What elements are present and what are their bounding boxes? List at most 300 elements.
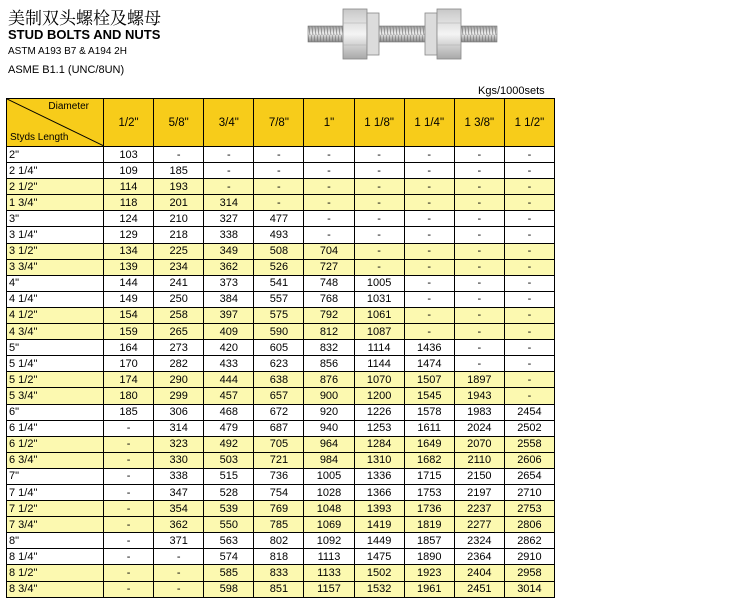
weight-cell: 508 xyxy=(254,243,304,259)
weight-cell: 876 xyxy=(304,372,354,388)
weight-cell: - xyxy=(404,147,454,163)
weight-cell: 851 xyxy=(254,581,304,597)
weight-cell: 585 xyxy=(204,565,254,581)
stud-bolt-with-nuts-icon xyxy=(305,3,500,65)
weight-cell: - xyxy=(454,324,504,340)
weight-cell: - xyxy=(404,163,454,179)
weight-cell: 2364 xyxy=(454,549,504,565)
weight-cell: 1113 xyxy=(304,549,354,565)
weight-cell: - xyxy=(354,147,404,163)
weight-cell: - xyxy=(504,291,554,307)
weight-cell: 2451 xyxy=(454,581,504,597)
weight-cell: 785 xyxy=(254,517,304,533)
weight-cell: 1545 xyxy=(404,388,454,404)
weight-cell: 657 xyxy=(254,388,304,404)
weight-cell: - xyxy=(354,227,404,243)
weight-cell: 503 xyxy=(204,452,254,468)
weight-cell: 201 xyxy=(154,195,204,211)
weight-cell: - xyxy=(504,227,554,243)
weight-cell: 185 xyxy=(154,163,204,179)
weight-cell: - xyxy=(454,147,504,163)
weight-cell: - xyxy=(154,565,204,581)
diameter-header: 1" xyxy=(304,99,354,147)
weight-cell: - xyxy=(304,163,354,179)
weight-cell: - xyxy=(354,243,404,259)
diameter-header: 1 1/4" xyxy=(404,99,454,147)
length-cell: 5 1/2" xyxy=(7,372,104,388)
weight-cell: 420 xyxy=(204,340,254,356)
length-cell: 6" xyxy=(7,404,104,420)
weight-cell: 185 xyxy=(104,404,154,420)
weight-cell: - xyxy=(304,147,354,163)
weight-cell: 563 xyxy=(204,533,254,549)
weight-cell: 234 xyxy=(154,259,204,275)
length-cell: 4 1/4" xyxy=(7,291,104,307)
standard-astm: ASTM A193 B7 & A194 2H xyxy=(8,46,127,57)
weight-cell: 164 xyxy=(104,340,154,356)
length-cell: 7" xyxy=(7,468,104,484)
weight-cell: 118 xyxy=(104,195,154,211)
weight-cell: 409 xyxy=(204,324,254,340)
weight-cell: 493 xyxy=(254,227,304,243)
weight-cell: - xyxy=(404,324,454,340)
weight-cell: 114 xyxy=(104,179,154,195)
table-row xyxy=(7,581,555,597)
weight-cell: - xyxy=(454,307,504,323)
weight-cell: 1200 xyxy=(354,388,404,404)
weight-cell: 323 xyxy=(154,436,204,452)
weight-cell: 1578 xyxy=(404,404,454,420)
weight-cell: - xyxy=(404,179,454,195)
weight-cell: 1715 xyxy=(404,468,454,484)
weight-cell: 273 xyxy=(154,340,204,356)
weight-cell: - xyxy=(104,549,154,565)
length-cell: 2" xyxy=(7,147,104,163)
length-axis-label: Styds Length xyxy=(10,132,69,143)
weight-cell: - xyxy=(454,259,504,275)
weight-cell: 605 xyxy=(254,340,304,356)
weight-cell: - xyxy=(104,436,154,452)
weight-cell: 2150 xyxy=(454,468,504,484)
weight-cell: - xyxy=(104,565,154,581)
table-row xyxy=(7,452,555,468)
diameter-header: 1/2" xyxy=(104,99,154,147)
table-row xyxy=(7,468,555,484)
weight-cell: 2958 xyxy=(504,565,554,581)
weight-cell: - xyxy=(404,211,454,227)
weight-cell: 103 xyxy=(104,147,154,163)
weight-cell: - xyxy=(454,227,504,243)
table-row xyxy=(7,324,555,340)
weight-cell: - xyxy=(154,581,204,597)
table-row xyxy=(7,307,555,323)
weight-cell: 210 xyxy=(154,211,204,227)
table-row xyxy=(7,211,555,227)
weight-cell: 920 xyxy=(304,404,354,420)
weight-cell: 1144 xyxy=(354,356,404,372)
standard-asme: ASME B1.1 (UNC/8UN) xyxy=(8,64,125,76)
weight-cell: 2606 xyxy=(504,452,554,468)
weight-cell: 818 xyxy=(254,549,304,565)
weight-cell: 2324 xyxy=(454,533,504,549)
weight-cell: 457 xyxy=(204,388,254,404)
weight-cell: 2454 xyxy=(504,404,554,420)
diameter-header: 1 3/8" xyxy=(454,99,504,147)
table-row xyxy=(7,404,555,420)
weight-cell: 792 xyxy=(304,307,354,323)
weight-cell: 362 xyxy=(154,517,204,533)
diameter-header: 5/8" xyxy=(154,99,204,147)
weight-cell: - xyxy=(454,211,504,227)
weight-cell: - xyxy=(204,163,254,179)
weight-cell: 2862 xyxy=(504,533,554,549)
length-cell: 6 1/4" xyxy=(7,420,104,436)
weight-cell: - xyxy=(454,195,504,211)
length-cell: 8 1/4" xyxy=(7,549,104,565)
weight-cell: - xyxy=(504,195,554,211)
weight-cell: 479 xyxy=(204,420,254,436)
weight-cell: 1857 xyxy=(404,533,454,549)
weight-cell: 900 xyxy=(304,388,354,404)
weight-cell: 154 xyxy=(104,307,154,323)
weight-cell: - xyxy=(504,275,554,291)
length-cell: 3" xyxy=(7,211,104,227)
weight-cell: 149 xyxy=(104,291,154,307)
length-cell: 6 1/2" xyxy=(7,436,104,452)
diameter-header: 7/8" xyxy=(254,99,304,147)
weight-cell: - xyxy=(504,340,554,356)
weight-cell: 124 xyxy=(104,211,154,227)
weight-cell: 193 xyxy=(154,179,204,195)
table-row xyxy=(7,259,555,275)
corner-header-cell xyxy=(7,99,104,147)
weight-cell: - xyxy=(504,179,554,195)
weight-cell: 1336 xyxy=(354,468,404,484)
weight-cell: 1502 xyxy=(354,565,404,581)
weight-cell: - xyxy=(354,179,404,195)
length-cell: 4 3/4" xyxy=(7,324,104,340)
diameter-header: 3/4" xyxy=(204,99,254,147)
weight-cell: - xyxy=(154,147,204,163)
weight-cell: 704 xyxy=(304,243,354,259)
length-cell: 2 1/2" xyxy=(7,179,104,195)
length-cell: 5 1/4" xyxy=(7,356,104,372)
weight-cell: 468 xyxy=(204,404,254,420)
weight-cell: - xyxy=(254,147,304,163)
weight-cell: 833 xyxy=(254,565,304,581)
weight-cell: - xyxy=(504,372,554,388)
weight-cell: - xyxy=(454,179,504,195)
weight-cell: 225 xyxy=(154,243,204,259)
weight-cell: 218 xyxy=(154,227,204,243)
weight-cell: - xyxy=(504,356,554,372)
weight-cell: 727 xyxy=(304,259,354,275)
weight-cell: - xyxy=(454,340,504,356)
diameter-header: 1 1/2" xyxy=(504,99,554,147)
weight-cell: 159 xyxy=(104,324,154,340)
weight-cell: 802 xyxy=(254,533,304,549)
weight-cell: - xyxy=(104,581,154,597)
weight-cell: - xyxy=(254,179,304,195)
weight-cell: - xyxy=(404,291,454,307)
weight-cell: 109 xyxy=(104,163,154,179)
table-row xyxy=(7,501,555,517)
weight-cell: 541 xyxy=(254,275,304,291)
length-cell: 7 3/4" xyxy=(7,517,104,533)
weight-cell: 1507 xyxy=(404,372,454,388)
diameter-header: 1 1/8" xyxy=(354,99,404,147)
weight-cell: - xyxy=(354,163,404,179)
length-cell: 3 1/2" xyxy=(7,243,104,259)
table-row xyxy=(7,565,555,581)
length-cell: 5" xyxy=(7,340,104,356)
weight-cell: 856 xyxy=(304,356,354,372)
weight-cell: 769 xyxy=(254,501,304,517)
table-row xyxy=(7,388,555,404)
weight-cell: 306 xyxy=(154,404,204,420)
weight-cell: - xyxy=(404,243,454,259)
weight-cell: 373 xyxy=(204,275,254,291)
weight-cell: - xyxy=(104,484,154,500)
weight-cell: 940 xyxy=(304,420,354,436)
weight-cell: 384 xyxy=(204,291,254,307)
weight-cell: 575 xyxy=(254,307,304,323)
weight-cell: 623 xyxy=(254,356,304,372)
weight-cell: - xyxy=(304,195,354,211)
weight-cell: 1031 xyxy=(354,291,404,307)
table-row xyxy=(7,243,555,259)
weight-cell: 590 xyxy=(254,324,304,340)
table-row xyxy=(7,275,555,291)
weight-cell: 2910 xyxy=(504,549,554,565)
weight-cell: - xyxy=(504,324,554,340)
table-row xyxy=(7,340,555,356)
weight-cell: 754 xyxy=(254,484,304,500)
weight-cell: 250 xyxy=(154,291,204,307)
stud-weight-table xyxy=(6,98,555,598)
length-cell: 6 3/4" xyxy=(7,452,104,468)
weight-cell: 748 xyxy=(304,275,354,291)
weight-cell: 1897 xyxy=(454,372,504,388)
weight-cell: 1475 xyxy=(354,549,404,565)
weight-cell: - xyxy=(504,211,554,227)
weight-cell: - xyxy=(304,227,354,243)
weight-cell: 397 xyxy=(204,307,254,323)
weight-cell: 314 xyxy=(154,420,204,436)
weight-cell: 526 xyxy=(254,259,304,275)
weight-cell: - xyxy=(354,259,404,275)
weight-cell: - xyxy=(104,468,154,484)
weight-cell: 539 xyxy=(204,501,254,517)
weight-cell: 1048 xyxy=(304,501,354,517)
weight-cell: - xyxy=(504,147,554,163)
length-cell: 4 1/2" xyxy=(7,307,104,323)
weight-cell: 1092 xyxy=(304,533,354,549)
weight-cell: 241 xyxy=(154,275,204,291)
weight-cell: 1890 xyxy=(404,549,454,565)
weight-cell: 687 xyxy=(254,420,304,436)
weight-cell: 768 xyxy=(304,291,354,307)
unit-label: Kgs/1000sets xyxy=(478,85,545,97)
weight-cell: 1226 xyxy=(354,404,404,420)
weight-cell: - xyxy=(504,243,554,259)
weight-cell: 1366 xyxy=(354,484,404,500)
length-cell: 8" xyxy=(7,533,104,549)
weight-cell: 265 xyxy=(154,324,204,340)
weight-cell: 2654 xyxy=(504,468,554,484)
weight-cell: 1474 xyxy=(404,356,454,372)
weight-cell: 2806 xyxy=(504,517,554,533)
weight-cell: 477 xyxy=(254,211,304,227)
weight-cell: 832 xyxy=(304,340,354,356)
weight-cell: - xyxy=(454,243,504,259)
weight-cell: 964 xyxy=(304,436,354,452)
weight-cell: 2024 xyxy=(454,420,504,436)
weight-cell: - xyxy=(104,452,154,468)
weight-cell: - xyxy=(104,533,154,549)
weight-cell: 2110 xyxy=(454,452,504,468)
weight-cell: 330 xyxy=(154,452,204,468)
weight-cell: - xyxy=(204,179,254,195)
weight-cell: - xyxy=(154,549,204,565)
weight-cell: 129 xyxy=(104,227,154,243)
weight-cell: 1069 xyxy=(304,517,354,533)
weight-cell: 1061 xyxy=(354,307,404,323)
weight-cell: 1449 xyxy=(354,533,404,549)
weight-cell: 170 xyxy=(104,356,154,372)
weight-cell: 598 xyxy=(204,581,254,597)
weight-cell: - xyxy=(454,356,504,372)
weight-cell: 1028 xyxy=(304,484,354,500)
table-row xyxy=(7,291,555,307)
page-title-cn: 美制双头螺栓及螺母 xyxy=(8,9,161,29)
weight-cell: 557 xyxy=(254,291,304,307)
length-cell: 7 1/4" xyxy=(7,484,104,500)
weight-cell: 1157 xyxy=(304,581,354,597)
weight-cell: 2502 xyxy=(504,420,554,436)
table-row xyxy=(7,356,555,372)
weight-cell: 1070 xyxy=(354,372,404,388)
weight-cell: - xyxy=(304,179,354,195)
weight-cell: 1436 xyxy=(404,340,454,356)
length-cell: 8 1/2" xyxy=(7,565,104,581)
weight-cell: - xyxy=(104,420,154,436)
table-row xyxy=(7,549,555,565)
weight-cell: 1961 xyxy=(404,581,454,597)
weight-cell: - xyxy=(454,163,504,179)
weight-cell: 180 xyxy=(104,388,154,404)
weight-cell: - xyxy=(454,275,504,291)
weight-cell: 314 xyxy=(204,195,254,211)
table-row xyxy=(7,227,555,243)
weight-cell: 984 xyxy=(304,452,354,468)
length-cell: 2 1/4" xyxy=(7,163,104,179)
weight-cell: - xyxy=(504,388,554,404)
weight-cell: 2070 xyxy=(454,436,504,452)
weight-cell: - xyxy=(404,195,454,211)
weight-cell: 721 xyxy=(254,452,304,468)
weight-cell: 282 xyxy=(154,356,204,372)
weight-cell: 444 xyxy=(204,372,254,388)
weight-cell: - xyxy=(104,501,154,517)
weight-cell: 1983 xyxy=(454,404,504,420)
weight-cell: 1923 xyxy=(404,565,454,581)
table-row xyxy=(7,163,555,179)
weight-cell: 574 xyxy=(204,549,254,565)
weight-cell: 354 xyxy=(154,501,204,517)
weight-cell: 1284 xyxy=(354,436,404,452)
weight-cell: 1819 xyxy=(404,517,454,533)
weight-cell: 812 xyxy=(304,324,354,340)
table-row xyxy=(7,195,555,211)
weight-cell: 2710 xyxy=(504,484,554,500)
weight-cell: 299 xyxy=(154,388,204,404)
weight-cell: 1753 xyxy=(404,484,454,500)
page-title-en: STUD BOLTS AND NUTS xyxy=(8,27,161,42)
weight-cell: 1393 xyxy=(354,501,404,517)
weight-cell: - xyxy=(404,307,454,323)
weight-cell: 174 xyxy=(104,372,154,388)
weight-cell: - xyxy=(354,195,404,211)
weight-cell: 371 xyxy=(154,533,204,549)
weight-cell: 1682 xyxy=(404,452,454,468)
table-row xyxy=(7,517,555,533)
weight-cell: - xyxy=(504,163,554,179)
weight-cell: 638 xyxy=(254,372,304,388)
weight-cell: 144 xyxy=(104,275,154,291)
weight-cell: 1253 xyxy=(354,420,404,436)
length-cell: 3 3/4" xyxy=(7,259,104,275)
weight-cell: 338 xyxy=(154,468,204,484)
table-row xyxy=(7,436,555,452)
table-row xyxy=(7,484,555,500)
weight-cell: 1943 xyxy=(454,388,504,404)
weight-cell: 1649 xyxy=(404,436,454,452)
weight-cell: - xyxy=(104,517,154,533)
weight-cell: 327 xyxy=(204,211,254,227)
weight-cell: 1005 xyxy=(354,275,404,291)
weight-cell: 139 xyxy=(104,259,154,275)
weight-cell: 347 xyxy=(154,484,204,500)
weight-cell: 1419 xyxy=(354,517,404,533)
weight-cell: 1133 xyxy=(304,565,354,581)
weight-cell: - xyxy=(504,259,554,275)
weight-cell: - xyxy=(254,163,304,179)
length-cell: 7 1/2" xyxy=(7,501,104,517)
table-row xyxy=(7,420,555,436)
weight-cell: 515 xyxy=(204,468,254,484)
weight-cell: 2558 xyxy=(504,436,554,452)
diameter-header-row xyxy=(7,99,555,147)
weight-cell: 736 xyxy=(254,468,304,484)
table-row xyxy=(7,179,555,195)
weight-cell: 433 xyxy=(204,356,254,372)
weight-cell: 2197 xyxy=(454,484,504,500)
weight-cell: - xyxy=(404,227,454,243)
length-cell: 3 1/4" xyxy=(7,227,104,243)
weight-cell: 492 xyxy=(204,436,254,452)
table-row xyxy=(7,533,555,549)
weight-cell: - xyxy=(504,307,554,323)
weight-cell: - xyxy=(354,211,404,227)
weight-cell: 2753 xyxy=(504,501,554,517)
weight-cell: 1114 xyxy=(354,340,404,356)
weight-cell: - xyxy=(454,291,504,307)
weight-cell: 1310 xyxy=(354,452,404,468)
table-row xyxy=(7,147,555,163)
weight-cell: 1532 xyxy=(354,581,404,597)
weight-cell: 258 xyxy=(154,307,204,323)
